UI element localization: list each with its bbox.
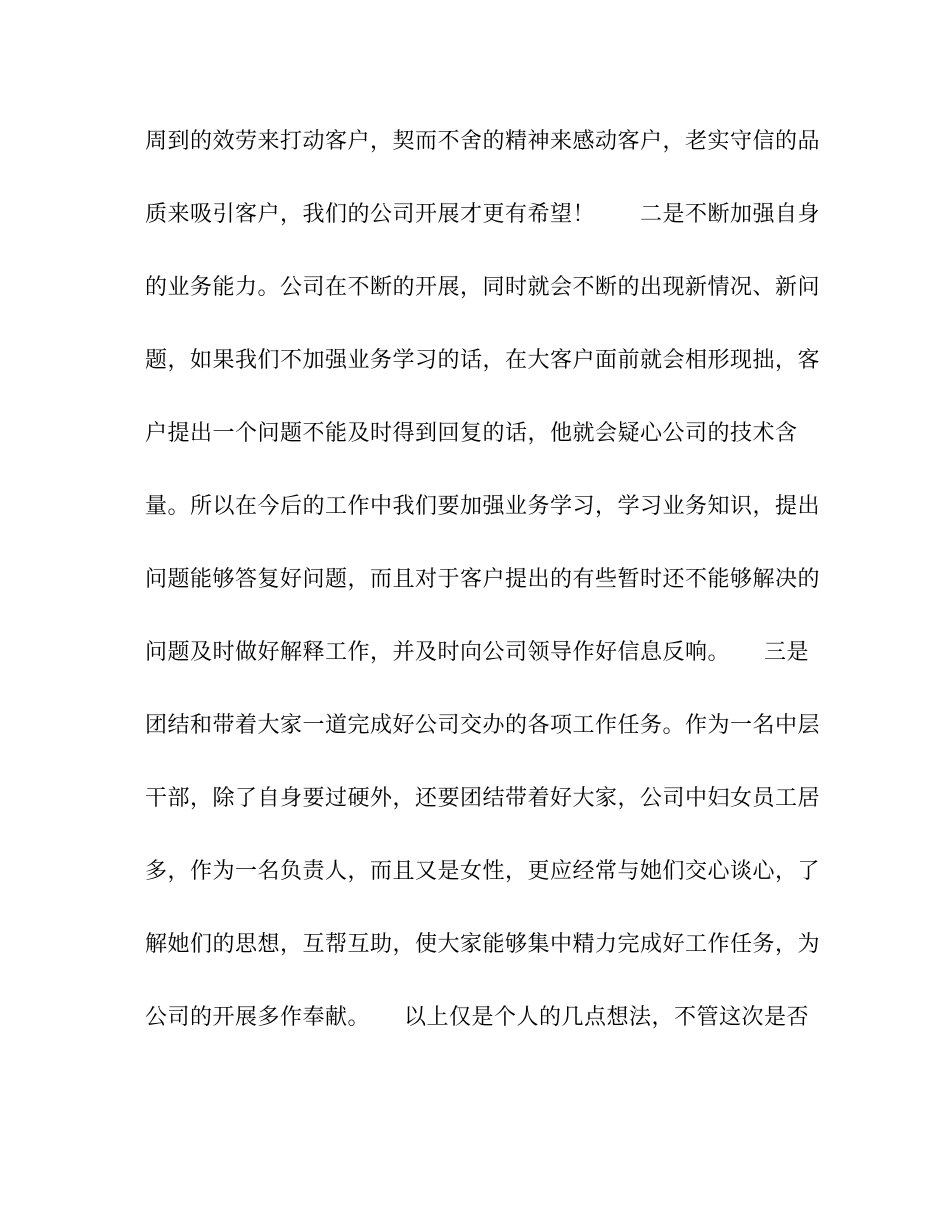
text-line: 团结和带着大家一道完成好公司交办的各项工作任务。作为一名中层 xyxy=(145,713,821,738)
text-line: 量。所以在今后的工作中我们要加强业务学习，学习业务知识，提出 xyxy=(145,494,821,519)
text-line: 质来吸引客户，我们的公司开展才更有希望！ 二是不断加强自身 xyxy=(145,202,821,227)
text-line: 问题及时做好解释工作，并及时向公司领导作好信息反响。 三是 xyxy=(145,640,810,665)
text-line: 解她们的思想，互帮互助，使大家能够集中精力完成好工作任务，为 xyxy=(145,932,821,957)
text-line: 问题能够答复好问题，而且对于客户提出的有些暂时还不能够解决的 xyxy=(145,567,821,592)
text-line: 题，如果我们不加强业务学习的话，在大客户面前就会相形现拙，客 xyxy=(145,348,821,373)
text-line: 周到的效劳来打动客户，契而不舍的精神来感动客户，老实守信的品 xyxy=(145,129,821,154)
text-line: 公司的开展多作奉献。 以上仅是个人的几点想法，不管这次是否 xyxy=(145,1005,810,1030)
text-line: 干部，除了自身要过硬外，还要团结带着好大家，公司中妇女员工居 xyxy=(145,786,821,811)
text-line: 户提出一个问题不能及时得到回复的话，他就会疑心公司的技术含 xyxy=(145,421,798,446)
text-line: 多，作为一名负责人，而且又是女性，更应经常与她们交心谈心，了 xyxy=(145,859,821,884)
text-line: 的业务能力。公司在不断的开展，同时就会不断的出现新情况、新问 xyxy=(145,275,821,300)
